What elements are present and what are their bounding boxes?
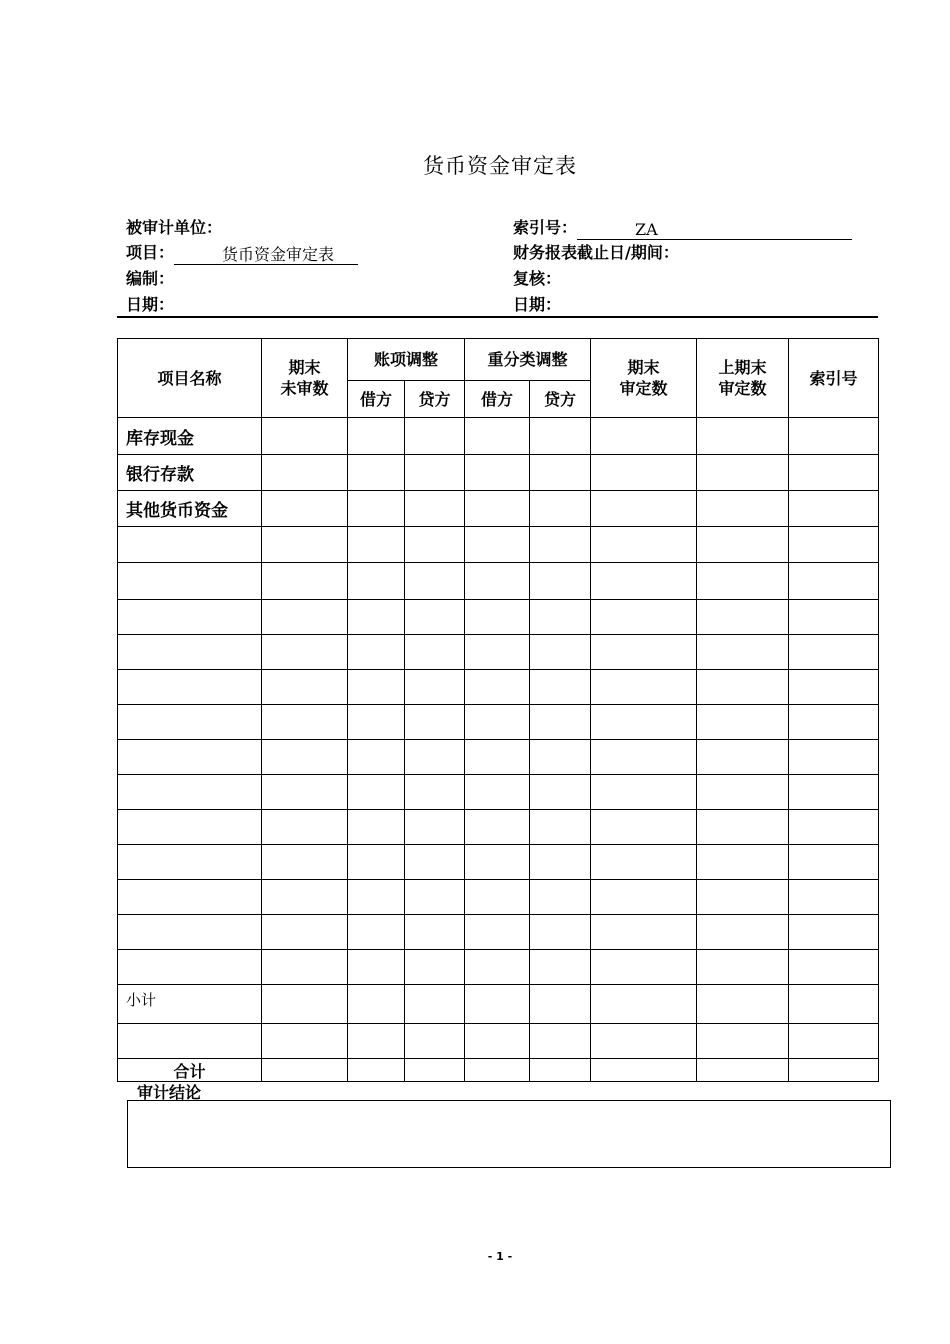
- table-row: [118, 950, 879, 985]
- page-number: - 1 -: [487, 1250, 513, 1263]
- table-row: [118, 915, 879, 950]
- table-header-row: [118, 339, 879, 381]
- row-label-bank: 银行存款: [118, 455, 262, 491]
- header-audited-line1: 期末: [627, 358, 660, 377]
- header-unaudited: [262, 339, 348, 418]
- prepared-label: 编制：: [126, 269, 175, 288]
- header-item-name: 项目名称: [118, 339, 262, 418]
- subtotal-label: 小计: [118, 985, 262, 1024]
- table-row: [118, 670, 879, 705]
- table-row: [118, 635, 879, 670]
- index-value: ZA: [577, 219, 852, 240]
- table-row: [118, 418, 879, 455]
- header-index: 索引号: [789, 339, 879, 418]
- project-label: 项目：: [126, 243, 175, 262]
- table-row: [118, 880, 879, 915]
- conclusion-box[interactable]: [127, 1100, 891, 1168]
- date-label-right: 日期：: [513, 295, 562, 314]
- table-row: [118, 563, 879, 600]
- row-label-other: 其他货币资金: [118, 491, 262, 527]
- total-label: 合计: [118, 1059, 262, 1082]
- audited-unit-label: 被审计单位：: [126, 218, 223, 237]
- header-unaudited-line1: 期末: [288, 358, 321, 377]
- header-adjust: 账项调整: [348, 339, 465, 381]
- subtotal-row: [118, 985, 879, 1024]
- audited-unit-field: [126, 216, 222, 240]
- header-reclass: 重分类调整: [465, 339, 591, 381]
- table-row: [118, 1024, 879, 1059]
- review-field: [513, 267, 561, 291]
- table-row: [118, 705, 879, 740]
- header-prior-line1: 上期末: [718, 358, 767, 377]
- header-prior-line2: 审定数: [718, 379, 767, 398]
- date-label-left: 日期：: [126, 295, 175, 314]
- date-value-right: [561, 296, 858, 317]
- header-unaudited-line2: 未审数: [280, 379, 329, 398]
- header-audited: [591, 339, 697, 418]
- table-row: [118, 775, 879, 810]
- table-row: [118, 491, 879, 527]
- project-field: [126, 241, 358, 265]
- audit-table: [117, 338, 879, 1082]
- project-value: 货币资金审定表: [174, 244, 358, 265]
- table-row: [118, 810, 879, 845]
- header-reclass-debit: 借方: [465, 381, 530, 418]
- header-audited-line2: 审定数: [619, 379, 668, 398]
- table-row: [118, 845, 879, 880]
- date-field-left: [126, 293, 174, 317]
- index-field: [513, 216, 852, 240]
- table-row: [118, 600, 879, 635]
- header-adjust-credit: 贷方: [405, 381, 465, 418]
- table-row: [118, 527, 879, 563]
- header-divider: [117, 316, 878, 318]
- table-row: [118, 455, 879, 491]
- index-label: 索引号：: [513, 218, 578, 237]
- period-label: 财务报表截止日/期间：: [513, 243, 679, 262]
- prepared-field: [126, 267, 174, 291]
- conclusion-label: 审计结论: [137, 1083, 202, 1102]
- row-label-cash: 库存现金: [118, 418, 262, 455]
- table-row: [118, 740, 879, 775]
- page-title: 货币资金审定表: [423, 154, 577, 178]
- period-field: [513, 241, 679, 265]
- date-field-right: [513, 293, 858, 317]
- header-prior: [697, 339, 789, 418]
- review-label: 复核：: [513, 269, 562, 288]
- total-row: [118, 1059, 879, 1082]
- header-reclass-credit: 贷方: [530, 381, 591, 418]
- header-adjust-debit: 借方: [348, 381, 405, 418]
